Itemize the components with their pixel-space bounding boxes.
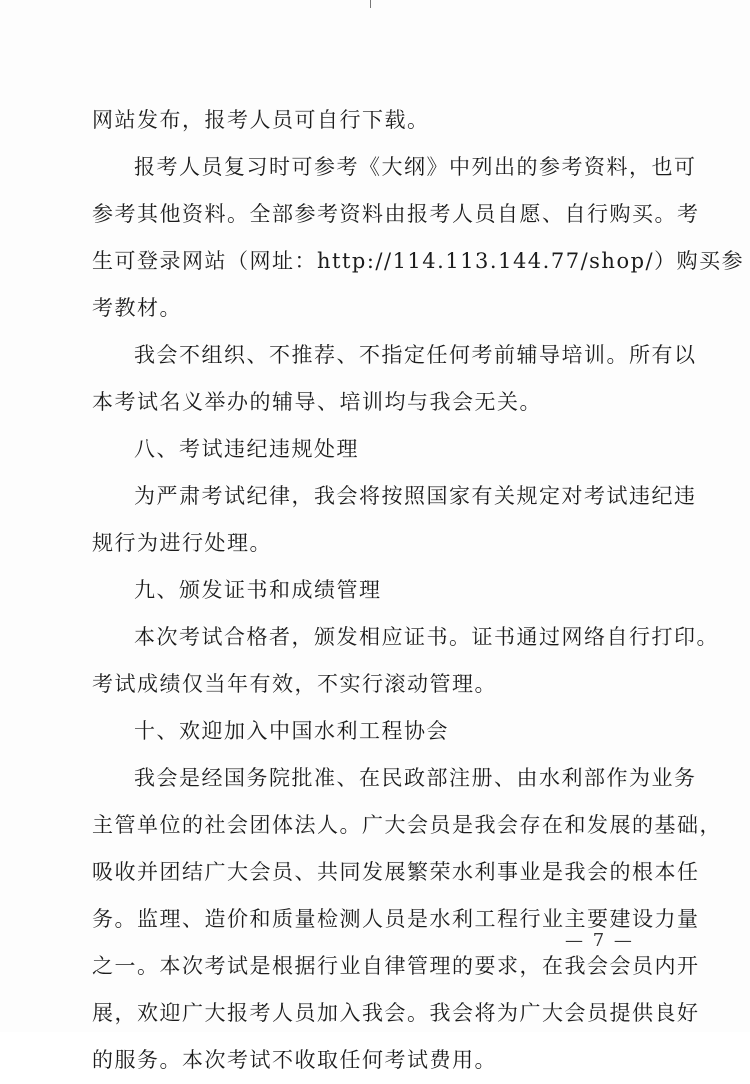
text-line-6: 我会不组织、不推荐、不指定任何考前辅导培训。所有以 [134, 343, 697, 367]
text-line-15: 我会是经国务院批准、在民政部注册、由水利部作为业务 [134, 766, 697, 790]
text-line-10: 规行为进行处理。 [92, 531, 272, 555]
text-line-19: 之一。本次考试是根据行业自律管理的要求，在我会会员内开 [92, 954, 700, 978]
text-line-16: 主管单位的社会团体法人。广大会员是我会存在和发展的基础， [92, 813, 722, 837]
section-heading-9: 九、颁发证书和成绩管理 [134, 578, 382, 602]
text-line-7: 本考试名义举办的辅导、培训均与我会无关。 [92, 390, 542, 414]
text-line-18: 务。监理、造价和质量检测人员是水利工程行业主要建设力量 [92, 907, 700, 931]
text-line-9: 为严肃考试纪律，我会将按照国家有关规定对考试违纪违 [134, 484, 697, 508]
text-line-17: 吸收并团结广大会员、共同发展繁荣水利事业是我会的根本任 [92, 860, 700, 884]
text-line-20: 展，欢迎广大报考人员加入我会。我会将为广大会员提供良好 [92, 1001, 700, 1025]
text-line-13: 考试成绩仅当年有效，不实行滚动管理。 [92, 672, 497, 696]
text-line-12: 本次考试合格者，颁发相应证书。证书通过网络自行打印。 [134, 625, 719, 649]
section-heading-10: 十、欢迎加入中国水利工程协会 [134, 719, 449, 743]
text-line-5: 考教材。 [92, 296, 182, 320]
section-heading-8: 八、考试违纪违规处理 [134, 437, 359, 461]
text-line-3: 参考其他资料。全部参考资料由报考人员自愿、自行购买。考 [92, 202, 700, 226]
page-number: — 7 — [565, 930, 634, 951]
text-line-1: 网站发布，报考人员可自行下载。 [92, 108, 430, 132]
text-line-2: 报考人员复习时可参考《大纲》中列出的参考资料，也可 [134, 155, 697, 179]
text-line-21: 的服务。本次考试不收取任何考试费用。 [92, 1048, 497, 1072]
scan-mark [370, 0, 371, 8]
text-line-4: 生可登录网站（网址：http://114.113.144.77/shop/）购买参 [92, 249, 745, 273]
